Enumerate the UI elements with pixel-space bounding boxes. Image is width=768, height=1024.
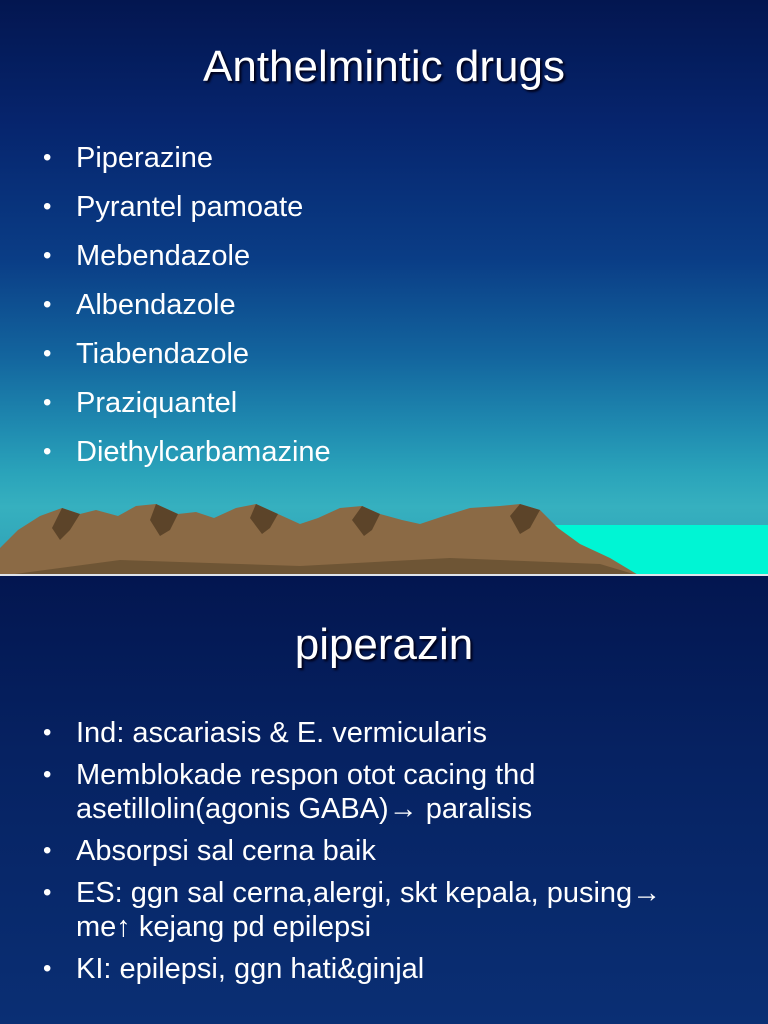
list-item: • KI: epilepsi, ggn hati&ginjal — [43, 953, 425, 985]
list-item: • Tiabendazole — [43, 338, 250, 370]
list-item: • Pyrantel pamoate — [43, 191, 304, 223]
bullet-list — [40, 141, 716, 484]
bullet-icon: • — [43, 761, 52, 788]
bullet-icon: • — [43, 242, 52, 269]
bullet-icon: • — [43, 144, 52, 171]
list-item: • Diethylcarbamazine — [43, 436, 331, 468]
bullet-icon: • — [43, 193, 52, 220]
bullet-icon: • — [43, 291, 52, 318]
list-item: • ES: ggn sal cerna,alergi, skt kepala, pusing→ me↑ kejang pd epilepsi — [43, 877, 662, 943]
bullet-icon: • — [43, 955, 52, 982]
bullet-icon: • — [43, 438, 52, 465]
bullet-list — [40, 716, 716, 994]
slide-title: Anthelmintic drugs — [203, 42, 565, 91]
list-item: • Piperazine — [43, 142, 214, 174]
bullet-icon: • — [43, 719, 52, 746]
bullet-icon: • — [43, 879, 52, 906]
list-item: • Praziquantel — [43, 387, 238, 419]
list-item: • Ind: ascariasis & E. vermicularis — [43, 717, 487, 749]
slide-title: piperazin — [294, 620, 474, 669]
list-item: • Memblokade respon otot cacing thd asetillolin(agonis GABA)→ paralisis — [43, 759, 536, 825]
slide-piperazin — [0, 576, 768, 1024]
mountain-landscape-icon — [0, 500, 768, 576]
bullet-icon: • — [43, 837, 52, 864]
list-item: • Albendazole — [43, 289, 236, 321]
list-item: • Absorpsi sal cerna baik — [43, 835, 376, 867]
bullet-icon: • — [43, 340, 52, 367]
list-item: • Mebendazole — [43, 240, 251, 272]
bullet-icon: • — [43, 389, 52, 416]
